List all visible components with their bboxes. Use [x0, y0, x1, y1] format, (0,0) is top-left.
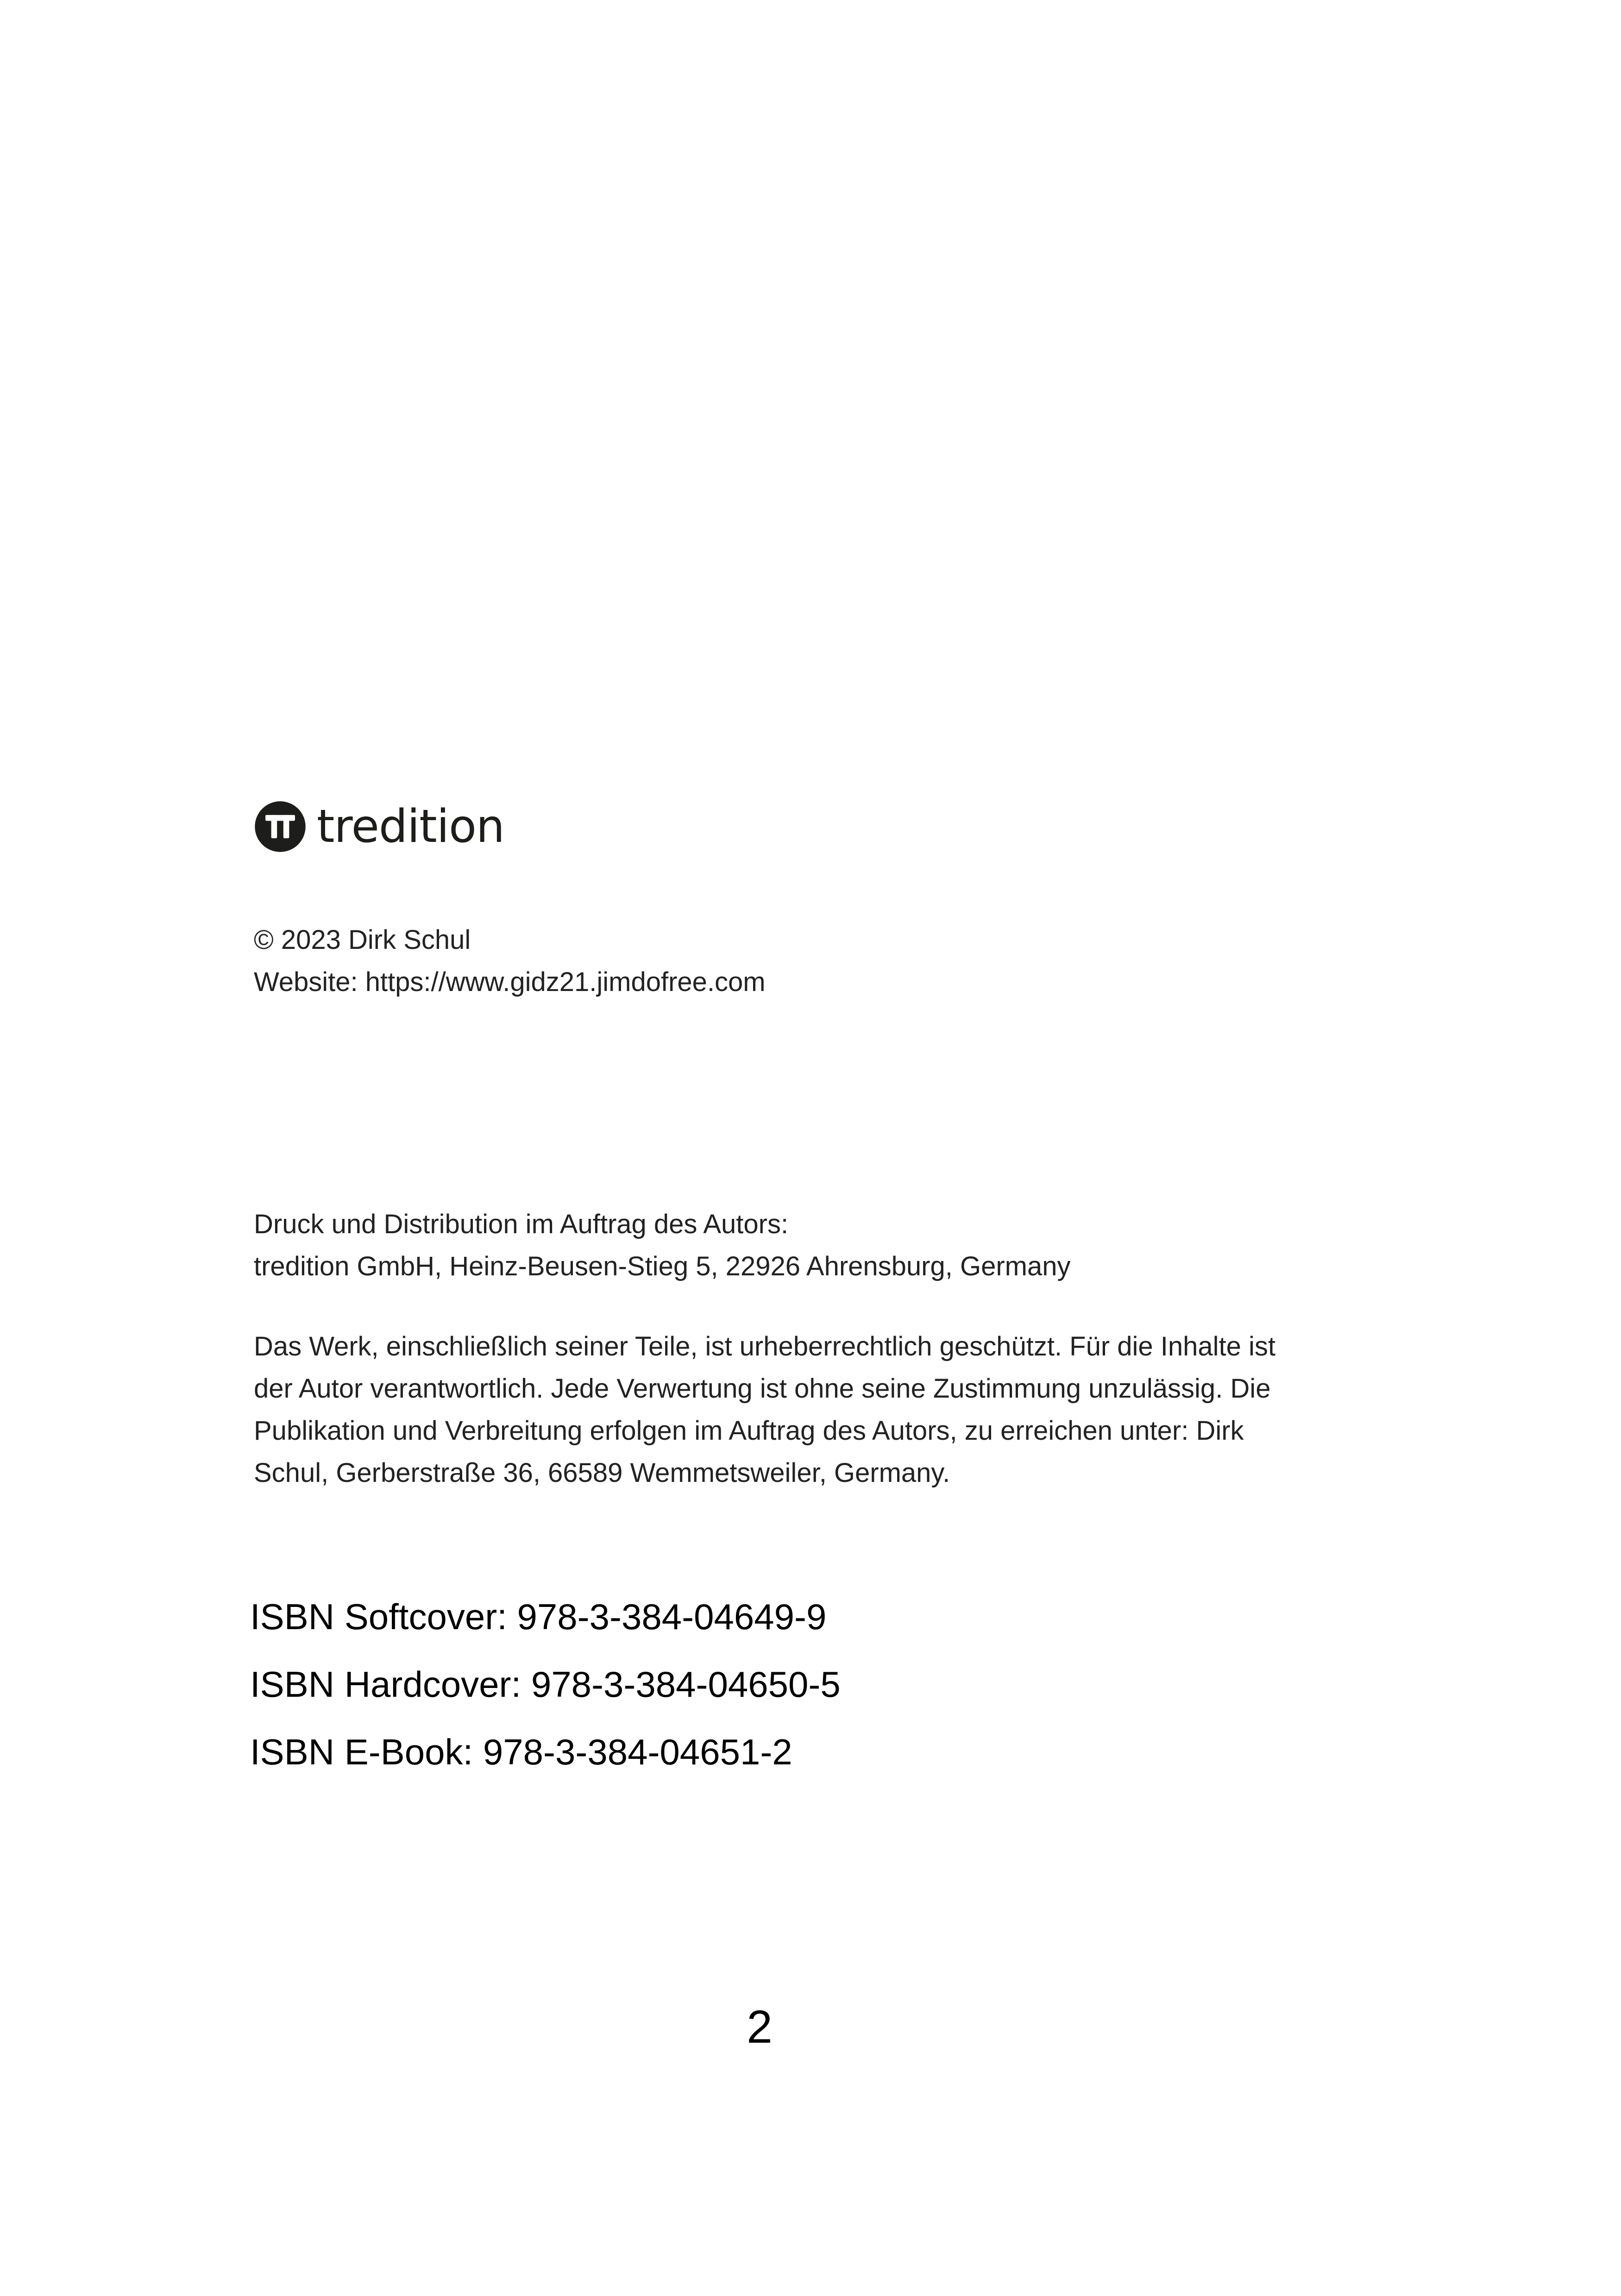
isbn-ebook: ISBN E-Book: 978-3-384-04651-2: [250, 1731, 792, 1772]
publisher-name: tredition: [317, 800, 505, 853]
printing-line-2: tredition GmbH, Heinz-Beusen-Stieg 5, 22926 Ahrensburg, Germany: [254, 1251, 1071, 1281]
page-number: 2: [747, 2001, 773, 2053]
legal-line: Schul, Gerberstraße 36, 66589 Wemmetsweiler, Germany.: [254, 1458, 950, 1488]
tredition-logo-icon: [254, 800, 307, 853]
legal-line: der Autor verantwortlich. Jede Verwertung ist ohne seine Zustimmung unzulässig. Die: [254, 1374, 1271, 1404]
isbn-block: [250, 1583, 841, 1786]
isbn-softcover: ISBN Softcover: 978-3-384-04649-9: [250, 1596, 827, 1637]
isbn-hardcover: ISBN Hardcover: 978-3-384-04650-5: [250, 1664, 841, 1705]
website-line: Website: https://www.gidz21.jimdofree.com: [254, 967, 766, 997]
publisher-logo: [254, 800, 504, 853]
printing-block: [254, 1203, 1070, 1287]
copyright-line: © 2023 Dirk Schul: [254, 925, 471, 955]
legal-line: Publikation und Verbreitung erfolgen im Auftrag des Autors, zu erreichen unter: Dirk: [254, 1416, 1244, 1446]
legal-line: Das Werk, einschließlich seiner Teile, ist urheberrechtlich geschützt. Für die Inhalte ist: [254, 1331, 1276, 1361]
legal-notice: [254, 1325, 1384, 1494]
copyright-block: [254, 919, 766, 1003]
printing-line-1: Druck und Distribution im Auftrag des Autors:: [254, 1209, 789, 1239]
